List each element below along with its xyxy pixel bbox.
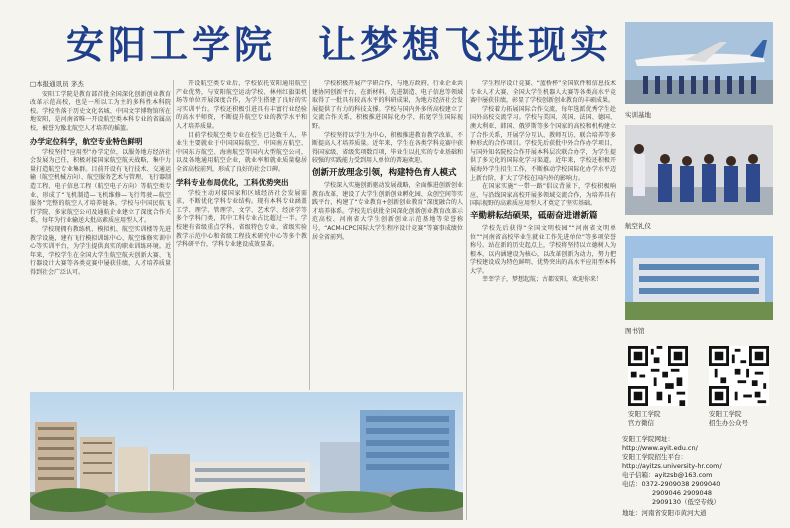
paragraph: 学校深入实施创新驱动发展战略，全面推进创新创业教育改革，建设了大学生创新创业孵化园、众创空间等实践平台，构建了“专业教育+创新创业教育”深度融合的人才培养体系。学校先后获批全国深化创新创业教育改革示范高校、河南省大学生创新创业示范基地等荣誉称号，“ACM-ICPC国际大学生程序设计竞赛”等赛事成绩位居全省前列。: [312, 181, 463, 241]
qr-sublabel: 官方微信: [628, 419, 654, 427]
article-column-3: [312, 80, 463, 390]
column-divider: [309, 80, 310, 390]
paragraph: 在国家实施“一带一路”倡议背景下，学校积极响应，与沿线国家高校开展多领域交流合作，为培养具有国际视野的高素质应用型人才奠定了坚实基础。: [470, 183, 616, 208]
photo-caption: 图书馆: [625, 327, 645, 335]
contact-phone: 2909046 2909048: [652, 489, 712, 497]
qr-label: 安阳工学院: [628, 410, 661, 418]
contact-phone: 电话：0372-2909038 2909040: [622, 480, 721, 488]
qr-code-icon: [628, 346, 688, 406]
subheading: 学科专业布局优化，工科优势突出: [176, 177, 289, 187]
column-divider: [466, 80, 467, 520]
paragraph: 学校坚持以学生为中心，积极推进教育教学改革，不断提高人才培养质量。近年来，学生在各类学科竞赛中获得国家级、省级奖项数百项，毕业生以扎实的专业基础和较强的实践能力受到用人单位的普遍欢迎。: [312, 131, 463, 165]
byline: □本报通讯员 茅杰: [30, 80, 84, 88]
article-column-4: [470, 80, 616, 520]
photo-caption: 实训基地: [625, 111, 651, 119]
headline: [0, 0, 615, 72]
library-photo: [625, 236, 773, 320]
paragraph: 学校现拥有教练机、模拟机、航空实训楼等先进教学设施，建有飞行模拟训练中心、航空维修实训中心等实训平台，为学生提供真实的职业训练环境。近年来，学校学生在全国大学生航空航天创新大赛、飞行器设计大赛等各类竞赛中屡获佳绩，人才培养质量得到社会广泛认可。: [30, 225, 171, 276]
contact-address: 地址：河南省安阳市黄河大道: [622, 509, 707, 517]
campus-photo: [30, 392, 463, 520]
subheading: 办学定位科学，航空专业特色鲜明: [30, 136, 143, 146]
paragraph: 学生程序设计竞赛、“蓝桥杯”全国软件和信息技术专业人才大赛、全国大学生机器人大赛等各类高水平竞赛中屡获佳绩，彰显了学校创新创业教育的丰硕成果。: [470, 80, 616, 105]
contact-url[interactable]: http://ayitzs.university-hr.com/: [622, 462, 722, 470]
contact-line: 安阳工学院网址：: [622, 435, 674, 443]
paragraph: 学校先后获得“全国文明校园”“河南省文明单位”“河南省高校毕业生就业工作先进单位”等多项荣誉称号。站在新的历史起点上，学校将坚持以立德树人为根本，以内涵建设为核心，以改革创新为动力，努力把学校建设成为特色鲜明、优势突出的高水平应用型本科大学。: [470, 224, 616, 275]
contact-url[interactable]: http://www.ayit.edu.cn/: [622, 444, 698, 452]
paragraph: 目前学校航空类专业在校生已达数千人，毕业生主要就业于中国国际航空、中国南方航空、中国东方航空、海南航空等国内大型航空公司，以及各地通用航空企业，就业率和就业质量稳居全省高校前列，形成了良好的社会口碑。: [176, 131, 307, 173]
paragraph: 安阳工学院是教育部首批全国深化创新创业教育改革示范高校，也是一所以工为主的多科性本科院校。学校坐落于历史文化名城、中国文字博物馆所在地安阳，是河南省唯一开设航空类本科专业的省属高校，被誉为豫北航空人才培养的摇篮。: [30, 90, 171, 132]
flight-attendants-photo: [625, 125, 773, 215]
headline-part-1: 安阳工学院: [66, 23, 277, 67]
headline-part-2: 让梦想飞进现实: [318, 23, 613, 67]
qr-sublabel: 招生办公众号: [709, 419, 748, 427]
column-divider: [173, 80, 174, 390]
qr-code-icon: [709, 346, 769, 406]
contact-email[interactable]: 电子信箱：ayitzsb@163.com: [622, 471, 713, 479]
photo-caption: 航空礼仪: [625, 222, 651, 230]
paragraph: 开设航空类专业后，学校依托安阳通用航空产业优势，与安阳航空运动学校、林州红旗渠机场等单位开展深度合作，为学生搭建了良好的实习实训平台。学校还积极引进具有丰富行业经验的高水平师资，不断提升航空专业的教学水平和人才培养质量。: [176, 80, 307, 130]
paragraph: 学校着力拓展国际合作交流，每年选派优秀学生赴国外高校交流学习。学校与美国、英国、法国、德国、澳大利亚、韩国、俄罗斯等多个国家的高校和机构建立了合作关系，开展学分互认、教师互访、联合培养等多种形式的合作项目。学校先后获批中外合作办学项目，与国外知名院校合作开展本科层次联合办学，为学生提供了多元化的国际化学习渠道。近年来，学校还积极开展海外学生招生工作，不断推动学校国际化办学水平迈上新台阶，扩大了学校在国内外的影响力。: [470, 105, 616, 182]
paragraph: 学校坚持“应用型”办学定位，以服务地方经济社会发展为己任，积极对接国家航空航天战略，集中力量打造航空专业集群。目前开设有飞行技术、交通运输（航空机械方向）、航空服务艺术与管理、飞行器制造工程、电子信息工程（航空电子方向）等航空类专业，形成了“飞机制造—飞机维修—飞行驾驶—航空服务”完整的航空人才培养链条。学校与中国民航飞行学院、多家航空公司及通航企业建立了深度合作关系，每年为行业输送大批高素质应用型人才。: [30, 148, 171, 225]
section-heading: 辛勤耕耘结硕果，砥砺奋进谱新篇: [470, 210, 598, 221]
paragraph: 莘莘学子，梦想起航；古都安阳，欢迎你来！: [482, 276, 603, 284]
airplane-photo: [625, 22, 773, 104]
section-heading: 创新开放理念引领，构建特色育人模式: [312, 167, 457, 178]
contact-phone: 2909130（低空专线）: [652, 498, 720, 506]
article-column-2: [176, 80, 307, 390]
contact-line: 安阳工学院招生平台：: [622, 453, 687, 461]
qr-label: 安阳工学院: [709, 410, 742, 418]
paragraph: 学校积极开展产学研合作，与地方政府、行业企业共建协同创新平台，在新材料、先进制造、电子信息等领域取得了一批具有较高水平的科研成果，为地方经济社会发展提供了有力的科技支撑。学校与国内外多所高校建立了交流合作关系，积极推进国际化办学，拓宽学生国际视野。: [312, 80, 463, 130]
paragraph: 学校主动对接国家和区域经济社会发展需求，不断优化学科专业结构。现有本科专业涵盖工学、理学、管理学、文学、艺术学、经济学等多个学科门类，其中工科专业占比超过一半。学校建有省级重点学科、省级特色专业、省级实验教学示范中心和省级工程技术研究中心等多个教学科研平台，学科专业建设成效显著。: [176, 189, 307, 249]
